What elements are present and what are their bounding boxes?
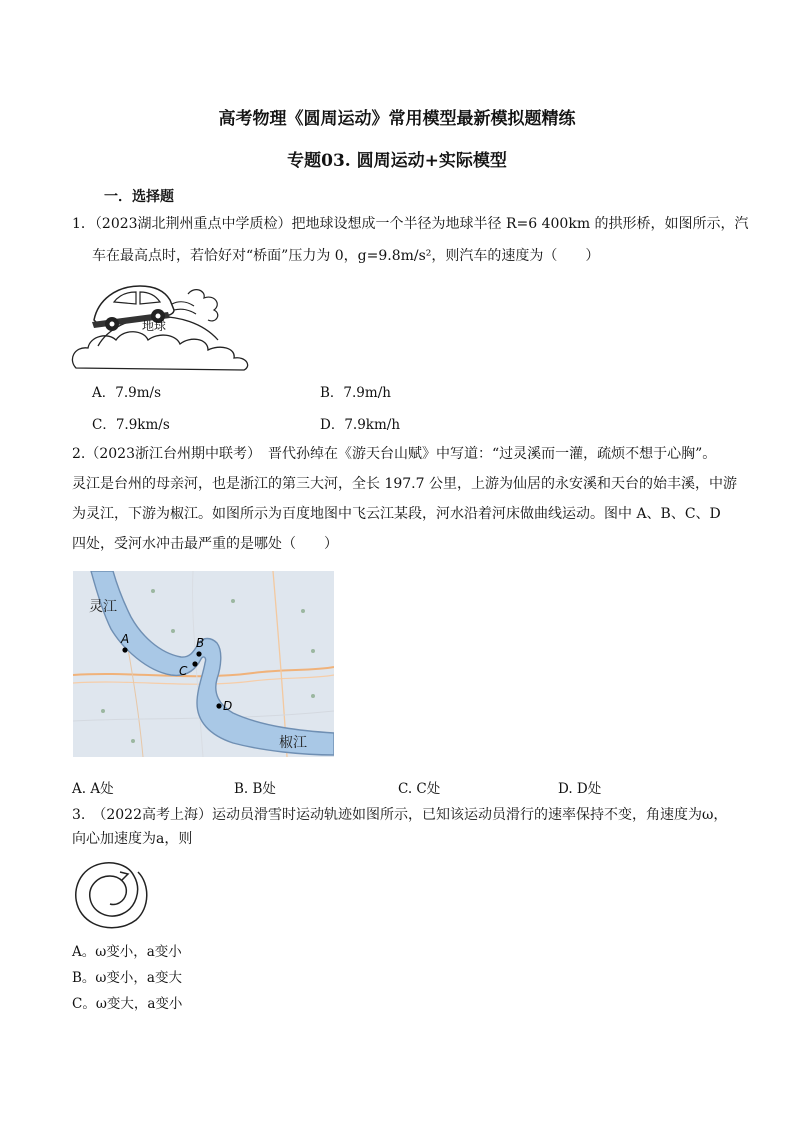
q3-option-a: A。ω变小，a变小 bbox=[72, 944, 182, 960]
q3-option-c: C。ω变大，a变小 bbox=[72, 996, 183, 1012]
q2-river-map bbox=[73, 571, 334, 757]
q2-option-d: D. D处 bbox=[558, 781, 602, 797]
earth-label: 地球 bbox=[142, 319, 167, 333]
svg-text:D: D bbox=[223, 699, 233, 713]
q2-option-a: A. A处 bbox=[72, 781, 114, 797]
direction-arrow-icon bbox=[120, 872, 128, 880]
document-subtitle: 专题03. 圆周运动+实际模型 bbox=[287, 151, 507, 171]
section-heading: 一．选择题 bbox=[104, 189, 174, 205]
svg-text:C: C bbox=[179, 664, 188, 678]
q1-option-b: B．7.9m/h bbox=[320, 385, 391, 401]
q1-option-d: D．7.9km/h bbox=[320, 417, 401, 433]
q3-spiral-track-figure bbox=[72, 860, 152, 932]
document-title: 高考物理《圆周运动》常用模型最新模拟题精练 bbox=[218, 109, 576, 129]
q1-text-line2: 车在最高点时，若恰好对“桥面”压力为 0，g=9.8m/s²，则汽车的速度为（ ） bbox=[92, 248, 600, 264]
q2-text-line1: 2.（2023浙江台州期中联考） 晋代孙绰在《游天台山赋》中写道：“过灵溪而一灌，疏烦不想于心胸”。 bbox=[72, 446, 717, 462]
q1-option-c: C．7.9km/s bbox=[92, 417, 170, 433]
river-label-lower: 椒江 bbox=[279, 735, 307, 751]
q1-text-line1: 1．（2023湖北荆州重点中学质检）把地球设想成一个半径为地球半径 R=6 400km 的拱形桥，如图所示，汽 bbox=[72, 216, 749, 232]
q2-option-c: C. C处 bbox=[398, 781, 441, 797]
q1-option-a: A．7.9m/s bbox=[92, 385, 161, 401]
q2-option-b: B. B处 bbox=[234, 781, 276, 797]
q3-option-b: B。ω变小，a变大 bbox=[72, 970, 182, 986]
q3-text-line2: 向心加速度为a，则 bbox=[72, 831, 193, 847]
q2-text-line2: 灵江是台州的母亲河，也是浙江的第三大河，全长 197.7 公里，上游为仙居的永安溪和天台的始丰溪，中游 bbox=[72, 476, 737, 492]
river-label-upper: 灵江 bbox=[89, 599, 117, 615]
svg-text:B: B bbox=[196, 636, 205, 650]
q3-text-line1: 3. （2022高考上海）运动员滑雪时运动轨迹如图所示，已知该运动员滑行的速率保持不变，角速度为ω， bbox=[72, 807, 728, 823]
q2-text-line3: 为灵江，下游为椒江。如图所示为百度地图中飞云江某段，河水沿着河床做曲线运动。图中 A、B、C、D bbox=[72, 506, 721, 522]
svg-text:A: A bbox=[121, 632, 130, 646]
q1-car-on-earth-figure bbox=[68, 280, 258, 375]
q2-text-line4: 四处，受河水冲击最严重的是哪处（ ） bbox=[72, 536, 338, 552]
